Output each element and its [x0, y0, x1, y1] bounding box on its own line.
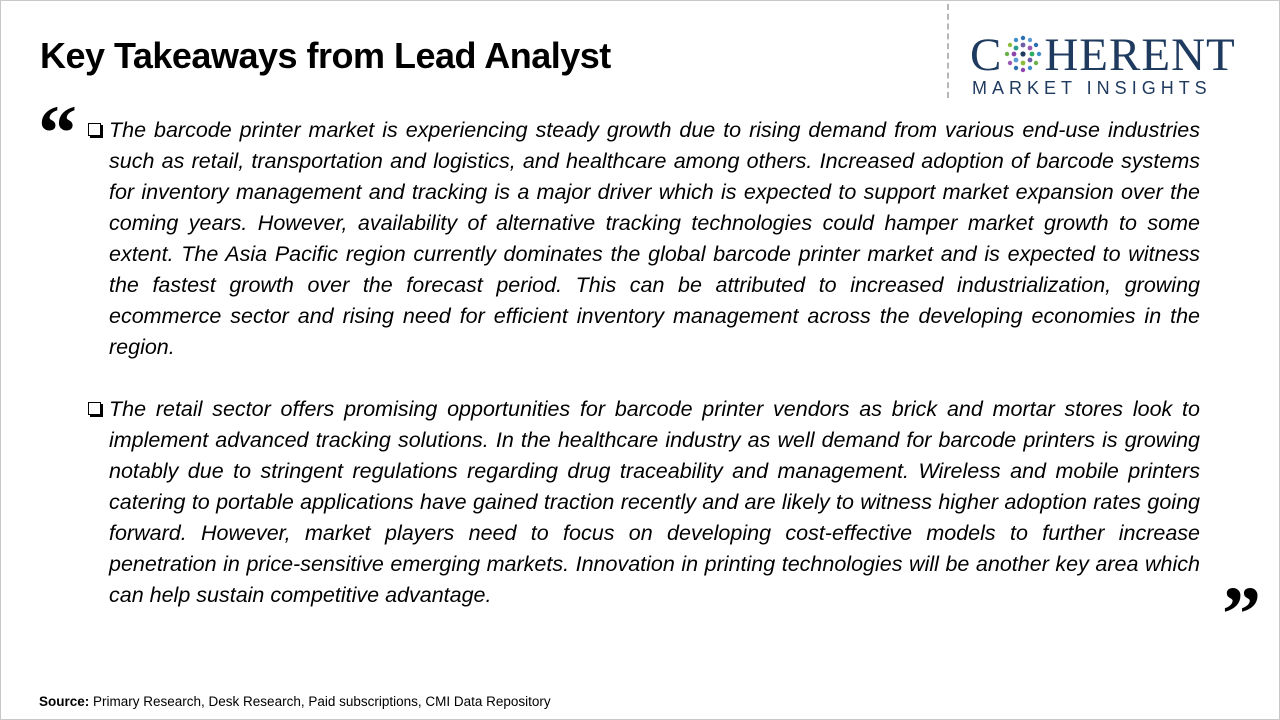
source-text: Primary Research, Desk Research, Paid subscriptions, CMI Data Repository	[89, 694, 551, 709]
logo-wordmark	[970, 30, 1236, 80]
logo-word-right: HERENT	[1044, 29, 1236, 81]
logo-subtitle: MARKET INSIGHTS	[972, 78, 1212, 98]
logo-word-left: C	[970, 29, 1003, 81]
header-divider	[947, 4, 949, 98]
list-item	[88, 394, 1200, 611]
checkbox-bullet-icon	[88, 123, 101, 136]
logo-dots-icon	[1003, 34, 1043, 74]
checkbox-bullet-icon	[88, 402, 101, 415]
close-quote-icon: ”	[1222, 570, 1261, 657]
takeaway-text: The barcode printer market is experiencing steady growth due to rising demand from various end-use industries such as retail, transportation and logistics, and healthcare among others. Increased adoption of barcode systems for inventory management and tracking is a major driver which is expected to support market expansion over the coming years. However, availability of alternative tracking technologies could hamper market growth to some extent. The Asia Pacific region currently dominates the global barcode printer market and is expected to witness the fastest growth over the forecast period. This can be attributed to increased industrialization, growing ecommerce sector and rising need for efficient inventory management across the developing economies in the region.	[109, 118, 1200, 359]
coherent-logo	[966, 30, 1266, 100]
takeaway-text: The retail sector offers promising opportunities for barcode printer vendors as brick and mortar stores look to implement advanced tracking solutions. In the healthcare industry as well demand for barcode printers is growing notably due to stringent regulations regarding drug traceability and management. Wireless and mobile printers catering to portable applications have gained traction recently and are likely to witness higher adoption rates going forward. However, market players need to focus on developing cost-effective models to further increase penetration in price-sensitive emerging markets. Innovation in printing technologies will be another key area which can help sustain competitive advantage.	[109, 397, 1200, 607]
page-title: Key Takeaways from Lead Analyst	[40, 35, 611, 76]
takeaways-list	[88, 115, 1200, 611]
source-label: Source:	[39, 694, 90, 709]
source-note	[39, 693, 551, 711]
list-item	[88, 115, 1200, 363]
open-quote-icon: “	[38, 89, 77, 176]
